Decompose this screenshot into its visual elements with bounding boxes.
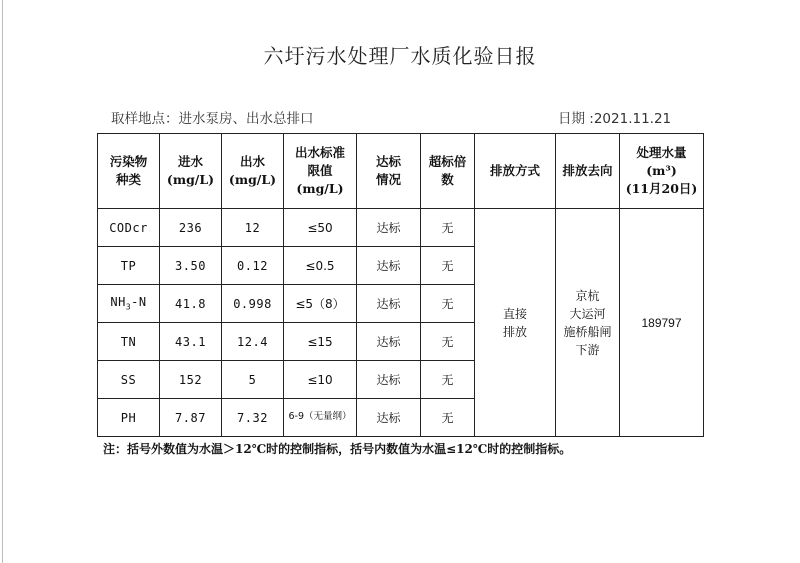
header-status: 达标 情况 <box>357 134 421 209</box>
header-treated-volume: 处理水量 (m³) (11月20日) <box>620 134 704 209</box>
outlet-cell: 5 <box>222 361 284 399</box>
status-cell: 达标 <box>357 285 421 323</box>
outlet-cell: 12.4 <box>222 323 284 361</box>
report-title: 六圩污水处理厂水质化验日报 <box>263 44 537 68</box>
exceed-cell: 无 <box>421 285 475 323</box>
header-discharge-method: 排放方式 <box>475 134 556 209</box>
discharge-method-cell: 直接 排放 <box>475 209 556 437</box>
outlet-cell: 7.32 <box>222 399 284 437</box>
pollutant-cell: TN <box>98 323 160 361</box>
pollutant-cell: CODcr <box>98 209 160 247</box>
inlet-cell: 152 <box>160 361 222 399</box>
header-standard: 出水标准 限值 (mg/L) <box>284 134 357 209</box>
inlet-cell: 3.50 <box>160 247 222 285</box>
exceed-cell: 无 <box>421 209 475 247</box>
status-cell: 达标 <box>357 247 421 285</box>
inlet-cell: 41.8 <box>160 285 222 323</box>
outlet-cell: 0.998 <box>222 285 284 323</box>
status-cell: 达标 <box>357 361 421 399</box>
pollutant-cell: SS <box>98 361 160 399</box>
inlet-cell: 43.1 <box>160 323 222 361</box>
table-row <box>98 209 704 247</box>
footnote: 注：括号外数值为水温＞12℃时的控制指标，括号内数值为水温≤12℃时的控制指标。 <box>103 442 572 456</box>
exceed-cell: 无 <box>421 361 475 399</box>
header-inlet: 进水 (mg/L) <box>160 134 222 209</box>
status-cell: 达标 <box>357 209 421 247</box>
pollutant-cell: $NH_3-N$ <box>98 285 160 323</box>
header-discharge-destination: 排放去向 <box>556 134 620 209</box>
header-exceed: 超标倍 数 <box>421 134 475 209</box>
outlet-cell: 0.12 <box>222 247 284 285</box>
pollutant-cell: PH <box>98 399 160 437</box>
standard-cell: 6-9（无量纲） <box>284 399 357 437</box>
water-quality-table <box>97 133 704 437</box>
standard-cell: ≤5（8） <box>284 285 357 323</box>
report-date: 日期 :2021.11.21 <box>558 111 672 127</box>
table-header-row <box>98 134 704 209</box>
treated-volume-cell: 189797 <box>620 209 704 437</box>
exceed-cell: 无 <box>421 399 475 437</box>
standard-cell: ≤15 <box>284 323 357 361</box>
exceed-cell: 无 <box>421 323 475 361</box>
sampling-location: 取样地点：进水泵房、出水总排口 <box>111 111 314 127</box>
exceed-cell: 无 <box>421 247 475 285</box>
header-pollutant: 污染物 种类 <box>98 134 160 209</box>
header-outlet: 出水 (mg/L) <box>222 134 284 209</box>
pollutant-cell: TP <box>98 247 160 285</box>
inlet-cell: 7.87 <box>160 399 222 437</box>
standard-cell: ≤0.5 <box>284 247 357 285</box>
standard-cell: ≤10 <box>284 361 357 399</box>
outlet-cell: 12 <box>222 209 284 247</box>
status-cell: 达标 <box>357 399 421 437</box>
discharge-destination-cell: 京杭 大运河 施桥船闸 下游 <box>556 209 620 437</box>
page-left-edge <box>2 0 3 563</box>
inlet-cell: 236 <box>160 209 222 247</box>
standard-cell: ≤50 <box>284 209 357 247</box>
status-cell: 达标 <box>357 323 421 361</box>
